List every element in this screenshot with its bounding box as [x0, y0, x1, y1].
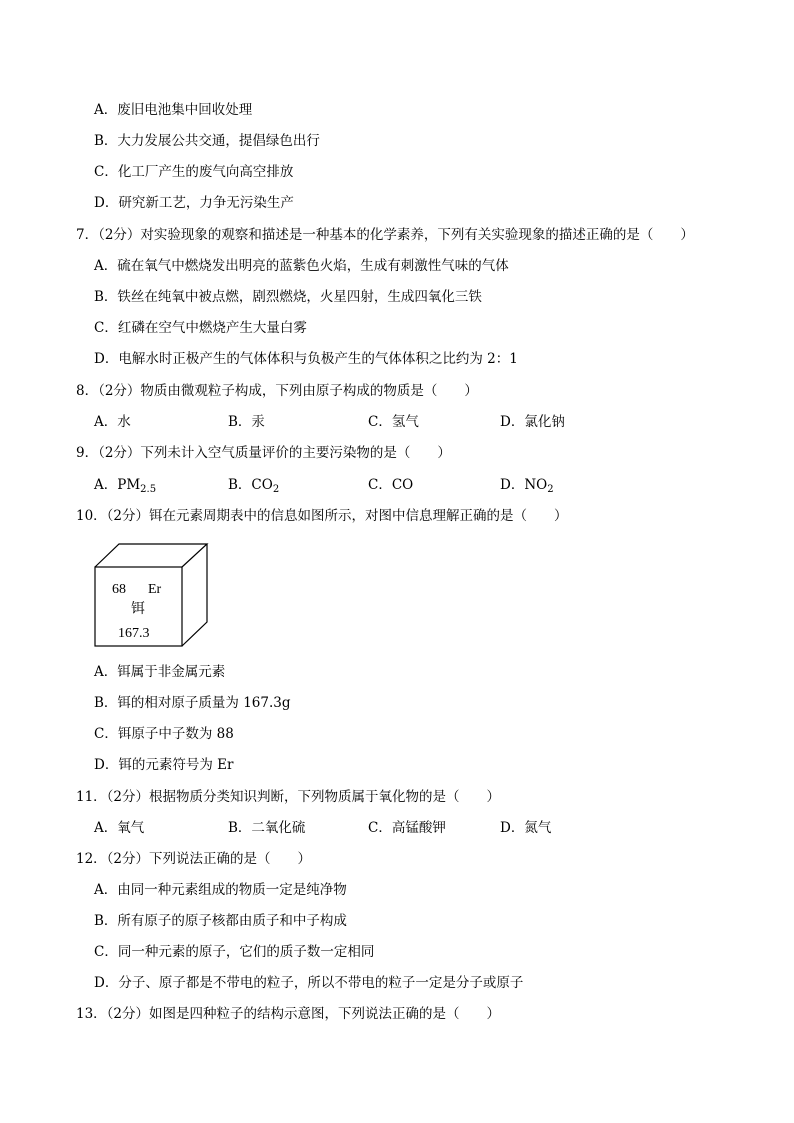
- q7-option-b: B．铁丝在纯氧中被点燃，剧烈燃烧，火星四射，生成四氧化三铁: [94, 289, 482, 305]
- q7-option-c: C．红磷在空气中燃烧产生大量白雾: [94, 320, 307, 336]
- q11-stem: 11．（2分）根据物质分类知识判断，下列物质属于氧化物的是（ ）: [76, 789, 501, 805]
- q8-stem: 8．（2分）物质由微观粒子构成，下列由原子构成的物质是（ ）: [76, 383, 478, 399]
- q12-option-a: A．由同一种元素组成的物质一定是纯净物: [94, 882, 347, 898]
- element-symbol: Er: [148, 582, 162, 597]
- q6-option-d: D．研究新工艺，力争无污染生产: [94, 195, 294, 211]
- q9-option-d: D．$NO_2$: [500, 477, 554, 495]
- q10-option-c: C．铒原子中子数为 88: [94, 726, 234, 742]
- q8-option-b: B．汞: [228, 414, 265, 430]
- element-name: 铒: [131, 601, 145, 617]
- q9-option-c: C．CO: [368, 477, 414, 493]
- q10-stem: 10．（2分）铒在元素周期表中的信息如图所示，对图中信息理解正确的是（ ）: [76, 508, 568, 524]
- q6-option-c: C．化工厂产生的废气向高空排放: [94, 164, 294, 180]
- q8-option-c: C．氢气: [368, 414, 419, 430]
- q7-option-d: D．电解水时正极产生的气体体积与负极产生的气体体积之比约为 2：1: [94, 351, 518, 367]
- q11-option-b: B．二氧化硫: [228, 820, 306, 836]
- element-atomic-number: 68: [112, 582, 126, 597]
- q9-option-b: B．$CO_2$: [228, 477, 280, 495]
- q12-option-d: D．分子、原子都是不带电的粒子，所以不带电的粒子一定是分子或原子: [94, 975, 524, 991]
- element-atomic-mass: 167.3: [118, 626, 150, 641]
- q9-option-a: A．$PM_{2.5}$: [94, 477, 157, 495]
- q12-option-b: B．所有原子的原子核都由质子和中子构成: [94, 913, 347, 929]
- q11-option-c: C．高锰酸钾: [368, 820, 446, 836]
- q7-stem: 7．（2分）对实验现象的观察和描述是一种基本的化学素养，下列有关实验现象的描述正确的是（ ）: [76, 227, 694, 243]
- tile-top-face: [95, 544, 207, 567]
- element-tile-figure: [94, 543, 214, 649]
- q11-option-d: D．氮气: [500, 820, 552, 836]
- q9-stem: 9．（2分）下列未计入空气质量评价的主要污染物的是（ ）: [76, 445, 451, 461]
- q12-option-c: C．同一种元素的原子，它们的质子数一定相同: [94, 944, 375, 960]
- q6-option-a: A．废旧电池集中回收处理: [94, 102, 253, 118]
- q11-option-a: A．氧气: [94, 820, 145, 836]
- q10-option-a: A．铒属于非金属元素: [94, 664, 226, 680]
- q7-option-a: A．硫在氧气中燃烧发出明亮的蓝紫色火焰，生成有刺激性气味的气体: [94, 258, 509, 274]
- q8-option-d: D．氯化钠: [500, 414, 565, 430]
- q10-option-d: D．铒的元素符号为 Er: [94, 757, 234, 773]
- q6-option-b: B．大力发展公共交通，提倡绿色出行: [94, 133, 320, 149]
- tile-side-face: [182, 544, 207, 646]
- q12-stem: 12．（2分）下列说法正确的是（ ）: [76, 851, 312, 867]
- q13-stem: 13．（2分）如图是四种粒子的结构示意图，下列说法正确的是（ ）: [76, 1006, 501, 1022]
- q10-option-b: B．铒的相对原子质量为 167.3g: [94, 695, 291, 711]
- q8-option-a: A．水: [94, 414, 131, 430]
